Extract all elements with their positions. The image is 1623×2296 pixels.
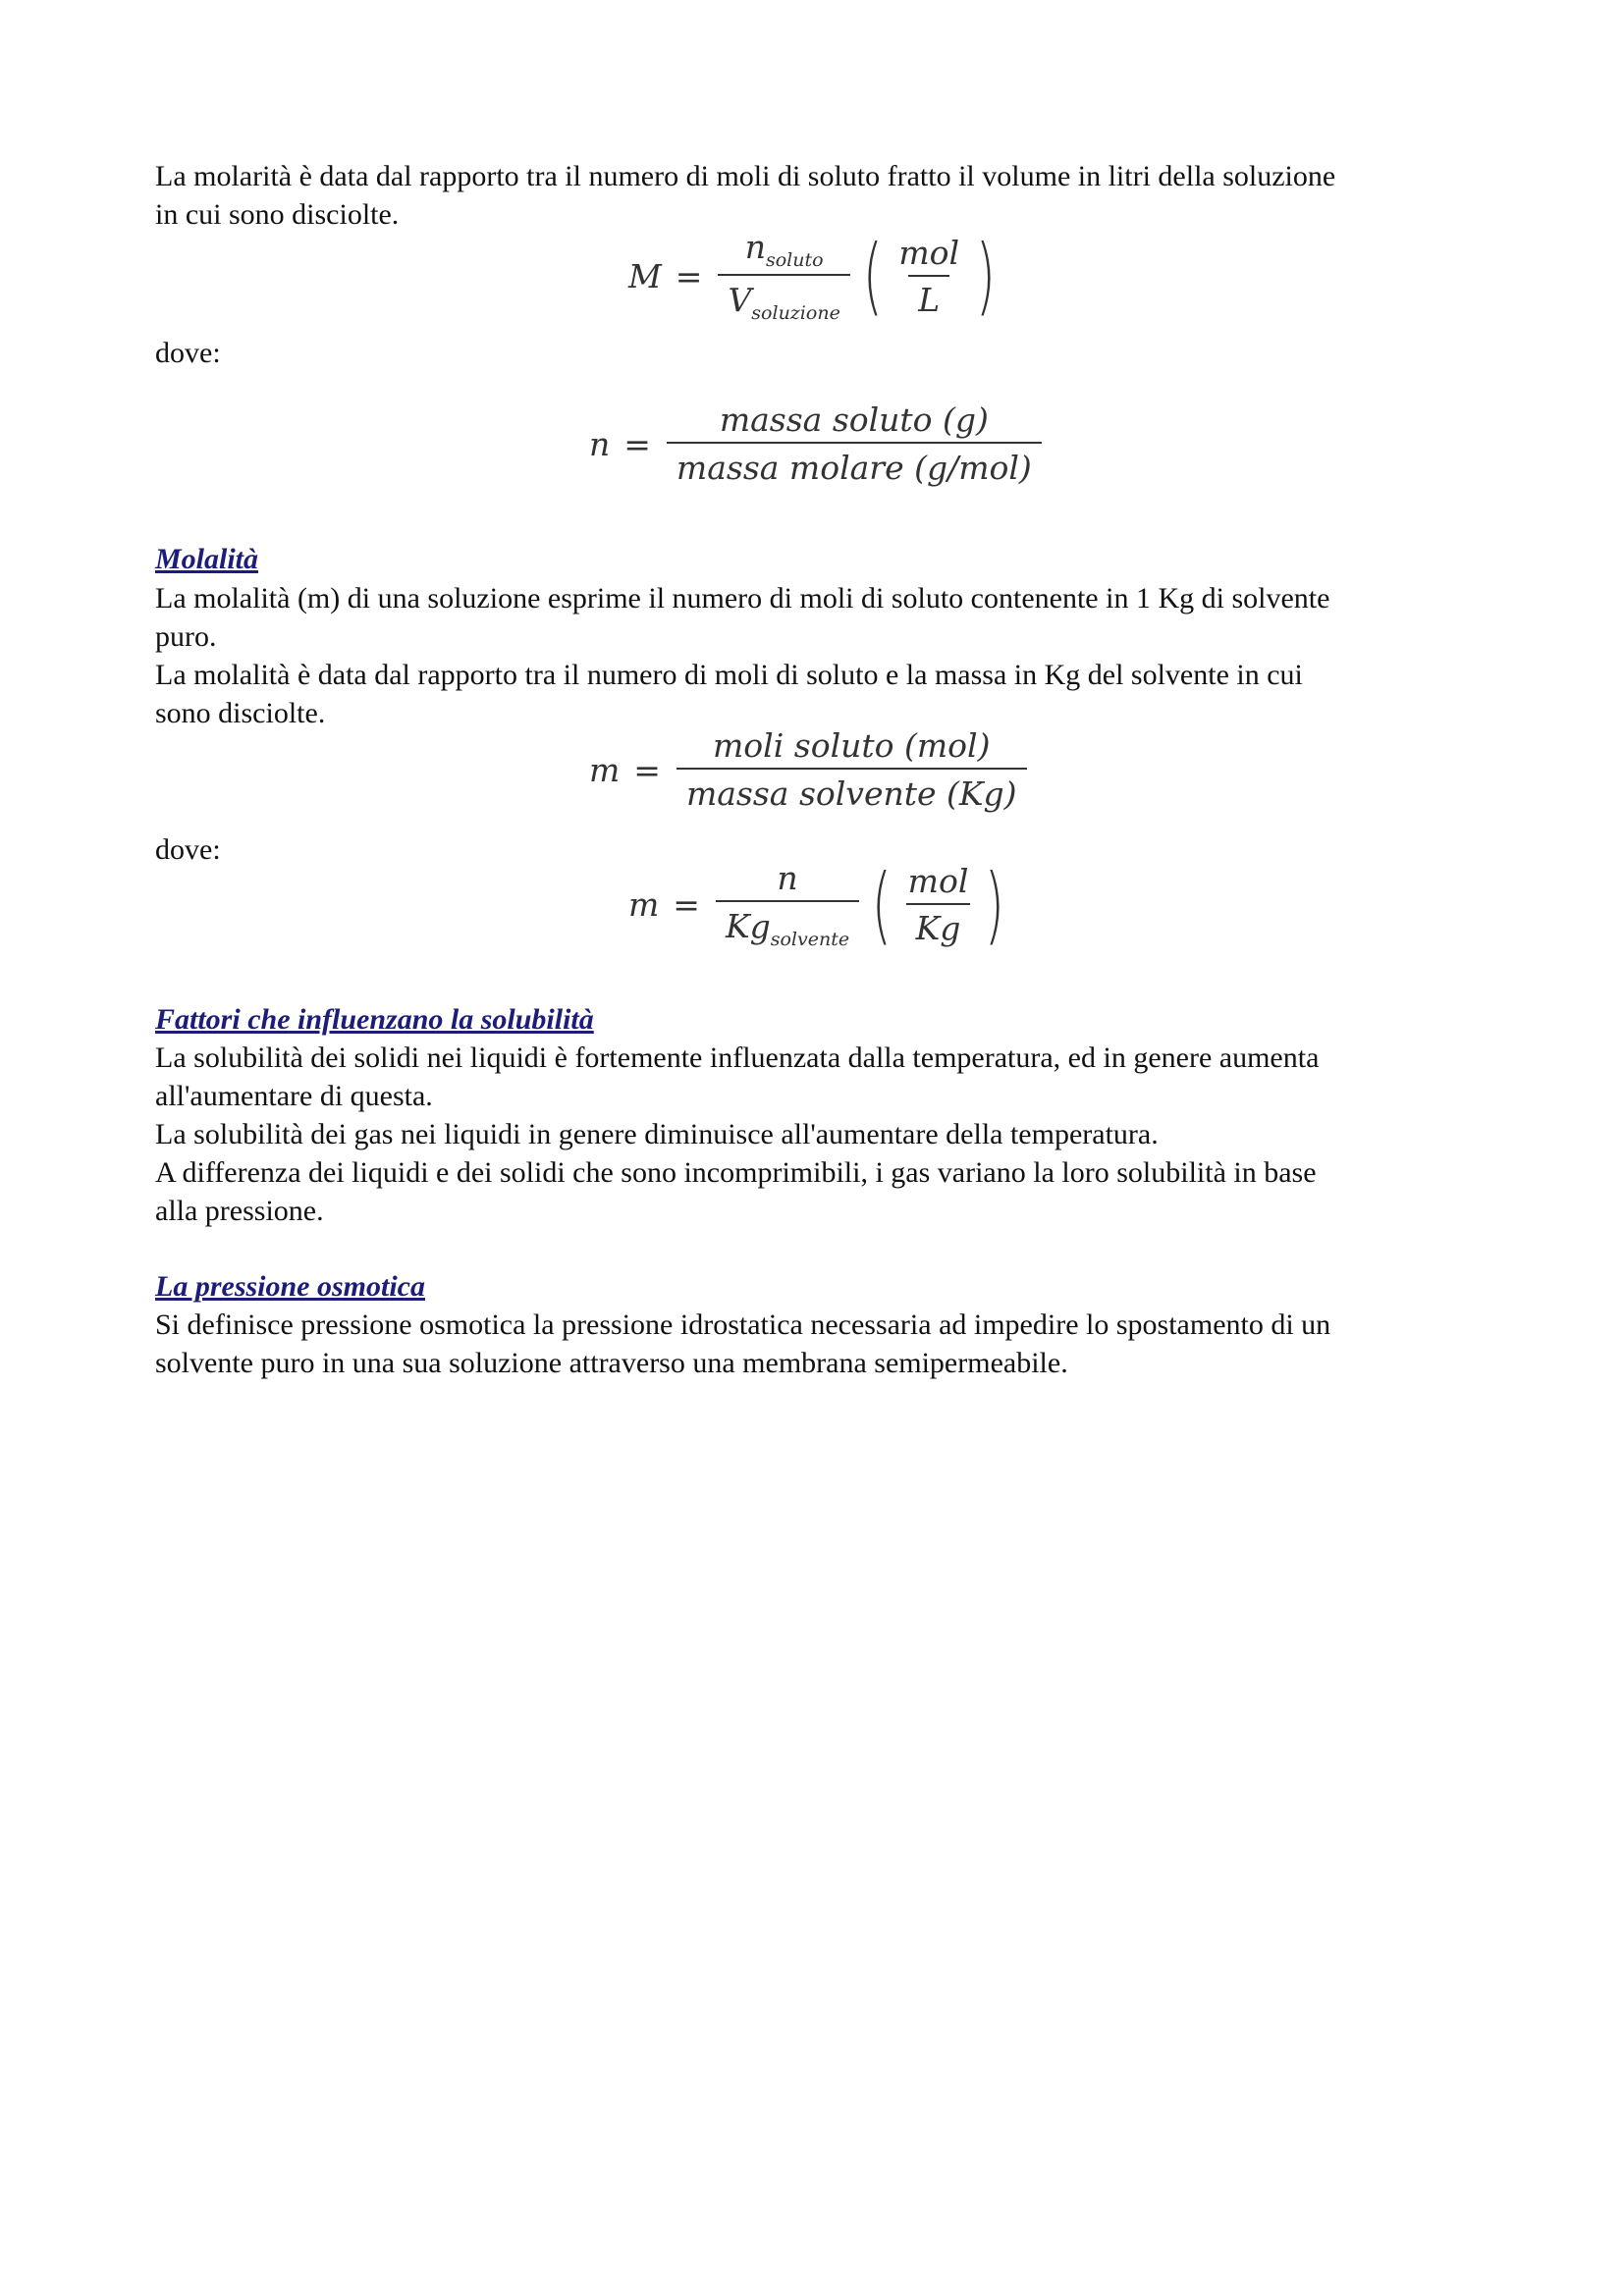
formula-molalita-unit-unit xyxy=(898,862,979,947)
pressione-line-1: Si definisce pressione osmotica la pressione idrostatica necessaria ad impedire lo spostamento di un xyxy=(155,1308,1331,1341)
formula-molalita-numerator: moli soluto (mol) xyxy=(713,726,991,765)
formula-moli-fraction xyxy=(667,400,1042,487)
numerator-subscript: soluto xyxy=(765,249,824,271)
fattori-line-2: all'aumentare di questa. xyxy=(155,1080,433,1112)
denominator-variable: Kg xyxy=(725,907,771,945)
formula-molalita-unit-numerator: n xyxy=(777,859,798,897)
pressione-line-2: solvente puro in una sua soluzione attraverso una membrana semipermeabile. xyxy=(155,1347,1068,1379)
formula-molalita-unit-denominator xyxy=(716,900,859,950)
formula-molalita xyxy=(589,726,1027,813)
denominator-variable: V xyxy=(728,281,752,319)
fattori-line-4: A differenza dei liquidi e dei solidi che sono incomprimibili, i gas variano la loro solubilità in base xyxy=(155,1156,1317,1189)
formula-molalita-unit-fraction xyxy=(716,859,859,950)
numerator-variable: n xyxy=(744,228,766,266)
molarita-intro-line-1: La molarità è data dal rapporto tra il numero di moli di soluto fratto il volume in litri della soluzione xyxy=(155,160,1336,192)
heading-fattori: Fattori che influenzano la solubilità xyxy=(155,1003,594,1036)
formula-molarita-numerator xyxy=(735,228,834,274)
fattori-line-3: La solubilità dei gas nei liquidi in genere diminuisce all'aumentare della temperatura. xyxy=(155,1118,1159,1150)
fattori-line-5: alla pressione. xyxy=(155,1195,324,1227)
heading-molalita: Molalità xyxy=(155,543,259,575)
formula-molarita xyxy=(628,228,1002,324)
formula-molalita-unit xyxy=(628,855,1011,954)
formula-molalita-equals: = xyxy=(633,750,661,789)
dove-label-1: dove: xyxy=(155,337,221,369)
fattori-line-1: La solubilità dei solidi nei liquidi è fortemente influenzata dalla temperatura, ed in genere aumenta xyxy=(155,1041,1320,1074)
formula-molarita-equals: = xyxy=(675,256,703,295)
formula-moli-denominator: massa molare (g/mol) xyxy=(667,442,1042,487)
molalita-p1-line-2: puro. xyxy=(155,620,217,653)
molarita-intro-line-2: in cui sono disciolte. xyxy=(155,198,400,231)
left-paren: ( xyxy=(862,227,883,325)
heading-pressione-osmotica: La pressione osmotica xyxy=(155,1270,425,1303)
molalita-p2-line-2: sono disciolte. xyxy=(155,697,326,729)
unit-denominator: Kg xyxy=(906,903,971,947)
right-paren: ) xyxy=(975,227,996,325)
unit-numerator: mol xyxy=(898,233,960,272)
molalita-p1-line-1: La molalità (m) di una soluzione esprime il numero di moli di soluto contenente in 1 Kg di solvente xyxy=(155,582,1330,614)
formula-moli-equals: = xyxy=(623,424,651,463)
formula-molarita-lhs: M xyxy=(628,256,662,295)
denominator-subscript: solvente xyxy=(770,929,850,950)
formula-molalita-unit-lhs: m xyxy=(628,885,660,924)
formula-moli-lhs: n xyxy=(589,424,611,463)
formula-molalita-unit-equals: = xyxy=(673,885,700,924)
formula-molarita-unit xyxy=(889,234,969,319)
formula-moli-numerator: massa soluto (g) xyxy=(719,400,989,439)
left-paren: ( xyxy=(871,855,892,954)
unit-denominator: L xyxy=(908,275,949,319)
denominator-subscript: soluzione xyxy=(751,302,840,324)
formula-molalita-denominator: massa solvente (Kg) xyxy=(676,768,1027,813)
formula-molalita-fraction xyxy=(676,726,1027,813)
molalita-p2-line-1: La molalità è data dal rapporto tra il numero di moli di soluto e la massa in Kg del solvente in cui xyxy=(155,659,1303,691)
formula-molarita-fraction xyxy=(718,228,849,324)
right-paren: ) xyxy=(985,855,1005,954)
dove-label-2: dove: xyxy=(155,833,221,866)
unit-numerator: mol xyxy=(907,862,969,900)
formula-moli xyxy=(589,400,1042,487)
formula-molarita-denominator xyxy=(718,274,849,324)
formula-molalita-lhs: m xyxy=(589,750,621,789)
